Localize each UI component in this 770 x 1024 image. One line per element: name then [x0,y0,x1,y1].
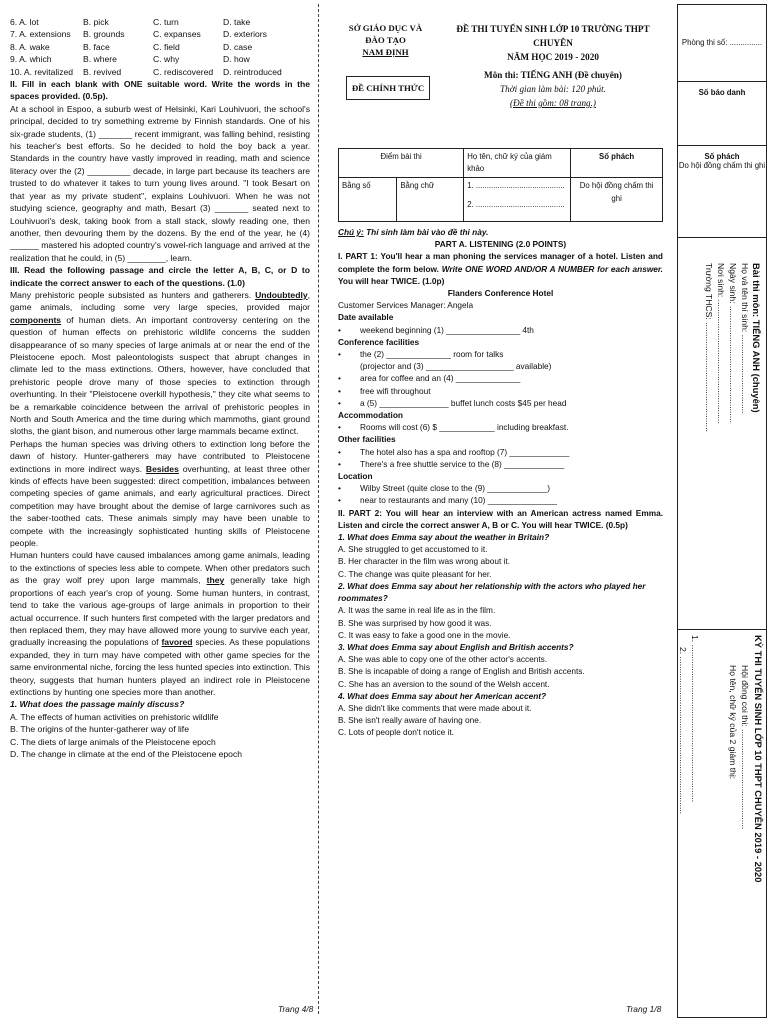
date-heading: Date available [338,312,394,323]
answer-option[interactable]: B. where [83,54,117,65]
section2-text: At a school in Espoo, a suburb west of Helsinki, Kari Louhivuori, the school's principal, decided to try something extreme by Finnish standards. One of his six-grade students, (1) _______ recent immigrant, was falling behind, resisting his teacher's best efforts. So he decided to hold the boy back a year. Standards in the country have vastly improved in reading, math and science literacy over the (2) _________ decade, in large part because its teachers are trusted to do whatever it takes to turn young lives around. "I took Besart on that year as my private student", explains Louhivuori. When he was not studying science, geography and math, Besart (3) _______ seated next to Louhivuori's desk, taking book from a stall stack, slowly reading one, then another, then devouring them by the dozens. By the end of the year, he (4) ______ mastered his adopted country's vowel-rich language and arrived at the realization that he could, in (5) ________, learn. [10,103,310,263]
blank-9[interactable]: • Wilby Street (quite close to the (9) _____________) [338,482,663,494]
sidebar-pob[interactable]: Nơi sinh: .................................................... [716,263,726,424]
answer-option[interactable]: 8. A. wake [10,41,50,52]
answer-option[interactable]: B. pick [83,17,109,27]
left-page [10,16,310,760]
passage-paragraph-2: Perhaps the human species was driving others to extinction long before the dawn of history. Hunter-gatherers may have contributed to Pleistocene extinctions in more indirect ways. Besides overhunting, at least three other kinds of effects have been suggested: direct competition, imbalances between competing species of game animals, and early agricultural practices. Direct competition may have brought about the demise of large carnivores such as the saber-toothed cats. These animals simply may have been unable to compete with the increasingly sophisticated hunting skills of Pleistocene people. [10,438,310,549]
accommodation-heading: Accommodation [338,410,403,421]
exam-header [338,0,663,130]
note: Chú ý: Thí sinh làm bài vào đề thi này. [338,227,489,237]
wifi-item: • free wifi throughout [338,385,663,397]
code-header: Số phách [571,149,663,178]
sidebar-school[interactable]: Trường THCS: .............................................. [704,263,714,432]
score-by-number[interactable]: Bằng số [339,178,397,222]
mid-question-3: 3. What does Emma say about English and British accents? [338,641,574,652]
mid-question-2: 2. What does Emma say about her relationship with the actors who played her roommates? [338,580,646,604]
sidebar-proctor-2[interactable]: 2. .................................................................. [678,647,688,815]
blank-5[interactable]: • a (5) _______________ buffet lunch costs $45 per head [338,397,663,409]
mq2-option-c[interactable]: C. It was easy to fake a good one in the movie. [338,629,511,640]
mid-question-4: 4. What does Emma say about her American accent? [338,690,547,701]
mq1-option-c[interactable]: C. The change was quite pleasant for her. [338,568,492,579]
answer-option[interactable]: C. turn [153,17,179,27]
examiner-header: Họ tên, chữ ký của giám khảo [464,149,571,178]
blank-10[interactable]: • near to restaurants and many (10) _______________ [338,494,663,506]
q1-option-c[interactable]: C. The diets of large animals of the Pleistocene epoch [10,736,216,747]
examiner-signatures[interactable]: 1. ......................................... 2. ......................................... [464,178,571,222]
answer-options-block [10,16,310,78]
score-by-word[interactable]: Bằng chữ [397,178,464,222]
mq4-option-a[interactable]: A. She didn't like comments that were made about it. [338,702,532,713]
mq2-option-a[interactable]: A. It was the same in real life as in the film. [338,605,496,616]
mq4-option-b[interactable]: B. She isn't really aware of having one. [338,715,482,726]
middle-page [338,0,663,738]
answer-row [10,53,310,65]
page-number-middle: Trang 1/8 [626,1004,662,1014]
answer-option[interactable]: 10. A. revitalized [10,66,74,77]
answer-option[interactable]: D. how [223,54,250,65]
blank-2[interactable]: • the (2) ______________ room for talks [338,348,663,360]
sidebar-proctor-1[interactable]: 1. .................................................................. [690,635,700,803]
mq2-option-b[interactable]: B. She was surprised by how good it was. [338,617,492,628]
q1-option-d[interactable]: D. The change in climate at the end of the Pleistocene epoch [10,748,243,759]
answer-option[interactable]: C. field [153,41,180,52]
answer-option[interactable]: D. reintroduced [223,66,282,77]
mid-question-1: 1. What does Emma say about the weather in Britain? [338,532,550,543]
answer-option[interactable]: B. face [83,41,110,52]
answer-option[interactable]: D. exteriors [223,29,267,40]
part-a-title: PART A. LISTENING (2.0 POINTS) [434,239,567,250]
conference-heading: Conference facilities [338,336,420,347]
mq1-option-a[interactable]: A. She struggled to get accustomed to it. [338,544,488,555]
sidebar-divider [678,629,766,630]
sidebar-proctors: Họ tên, chữ ký của 2 giám thị: [728,665,738,780]
mq3-option-c[interactable]: C. She has an aversion to the sound of the Welsh accent. [338,678,550,689]
blank-3[interactable]: (projector and (3) ___________________ available) [360,361,552,372]
room-number[interactable]: Phòng thi số: ............... [678,5,766,82]
page-number-left: Trang 4/8 [278,1004,314,1014]
listening-section [338,226,663,739]
sidebar-exam-title: KỲ THI TUYỂN SINH LỚP 10 THPT CHUYÊN 2019 - 2020 [753,635,764,883]
part2-instructions: II. PART 2: You will hear an interview with an American actress named Emma. Listen and circle the correct answer A, B or C. You will hear TWICE. (0.5p) [338,507,663,530]
page-divider [318,4,319,1014]
answer-option[interactable]: 7. A. extensions [10,29,71,40]
candidate-number[interactable]: Số báo danh [678,82,766,146]
sidebar-subject: Bài thi môn: TIẾNG ANH (chuyên) [751,263,762,413]
manager: Customer Services Manager: Angela [338,300,474,311]
mq1-option-b[interactable]: B. Her character in the film was wrong about it. [338,556,511,567]
answer-option[interactable]: C. expanses [153,29,201,40]
passage-paragraph-1: Many prehistoric people subsisted as hunters and gatherers. Undoubtedly, game animals, including some very large species, provided major components of human diets. An important controversy centering on the question of human effects on prehistoric wildlife concerns the sudden disappearance of so many species of large animals at or near the end of the Pleistocene epoch. Most paleontologists suspect that abrupt changes in climate led to the mass extinctions. Others, however, have concluded that prehistoric people drove many of those species to extinction through overhunting. In their "Pleistocene overkill hypothesis," they cite what seems to be a remarkable coincidence between the arrival of prehistoric peoples in North and South America and the time during which mammoths, giant ground sloths, the giant bison, and numerous other large mammals became extinct. [10,289,310,437]
answer-option[interactable]: 6. A. lot [10,17,39,27]
code-note: Do hội đồng chấm thi ghi [571,178,663,222]
blank-8[interactable]: • There's a free shuttle service to the (8) _____________ [338,458,663,470]
section3-title: III. Read the following passage and circle the letter A, B, C, or D to indicate the correct answer to each of the questions. (1.0) [10,265,310,288]
blank-4[interactable]: • area for coffee and an (4) ______________ [338,372,663,384]
code-box: Số phách Do hội đồng chấm thi ghi [678,146,766,238]
exam-title-block: ĐỀ THI TUYỂN SINH LỚP 10 TRƯỜNG THPT CHUYÊN NĂM HỌC 2019 - 2020 Môn thi: TIẾNG ANH (Đề chuyên) Thời gian làm bài: 120 phút. (Đề thi gồm: 08 trang.) [456,24,650,108]
sidebar-name[interactable]: Họ và tên thí sinh: ................................. [740,263,750,414]
mq3-option-a[interactable]: A. She was able to copy one of the other actor's accents. [338,654,548,665]
answer-row [10,28,310,40]
section2-title: II. Fill in each blank with ONE suitable word. Write the words in the spaces provided. (0.5p). [10,79,310,102]
score-header: Điểm bài thi [339,149,464,178]
mq3-option-b[interactable]: B. She is incapable of doing a range of English and British accents. [338,666,585,677]
blank-7[interactable]: • The hotel also has a spa and rooftop (7) _____________ [338,446,663,458]
q1-option-a[interactable]: A. The effects of human activities on prehistoric wildlife [10,711,219,722]
candidate-sidebar [677,4,767,1018]
answer-option[interactable]: B. revived [83,66,122,77]
hotel-name: Flanders Conference Hotel [447,288,554,299]
answer-option[interactable]: D. case [223,41,253,52]
other-facilities-heading: Other facilities [338,434,396,445]
blank-6[interactable]: • Rooms will cost (6) $ ____________ including breakfast. [338,421,663,433]
answer-option[interactable]: D. take [223,17,251,27]
answer-row [10,41,310,53]
answer-row [10,16,310,28]
department: SỞ GIÁO DỤC VÀ ĐÀO TẠO NAM ĐỊNH [348,23,423,57]
sidebar-dob[interactable]: Ngày sinh: ................................................. [728,263,738,423]
score-table [338,148,663,222]
answer-row [10,66,310,78]
answer-option[interactable]: 9. A. which [10,54,52,65]
official-stamp-box: ĐỀ CHÍNH THỨC [346,76,430,100]
location-heading: Location [338,471,373,482]
sidebar-council[interactable]: Hội đồng coi thi: .......................................... [740,665,750,830]
q1-option-b[interactable]: B. The origins of the hunter-gatherer way of life [10,724,189,735]
passage-paragraph-3: Human hunters could have caused imbalances among game animals, leading to the extinctions of species less able to compete. When other predators such as the gray wolf prey upon large mammals, they generally take high proportions of each year's crop of young. Some human hunters, in contrast, tend to take the various age-groups of large animals in proportion to their actual occurrence. If such hunters first competed with the larger predators and then replaced them, they may have allowed more young to survive each year, gradually increasing the populations of favored species. As these populations expanded, they in turn may have competed with other game species for the same environmental niche, forcing the less hunted species into extinction. This theory, suggests that human hunters played an indirect role in Pleistocene extinctions by hunting one species more than another. [10,550,311,697]
part1-instructions: I. PART 1: You'll hear a man phoning the services manager of a hotel. Listen and complete the form below. Write ONE WORD AND/OR A NUMBER for each answer. You will hear TWICE. (1.0p) [338,251,663,286]
answer-option[interactable]: C. rediscovered [153,66,214,77]
question-1: 1. What does the passage mainly discuss? [10,699,185,710]
answer-option[interactable]: B. grounds [83,29,125,40]
mq4-option-c[interactable]: C. Lots of people don't notice it. [338,727,454,738]
blank-1[interactable]: • weekend beginning (1) ________________ 4th [338,324,663,336]
answer-option[interactable]: C. why [153,54,180,65]
